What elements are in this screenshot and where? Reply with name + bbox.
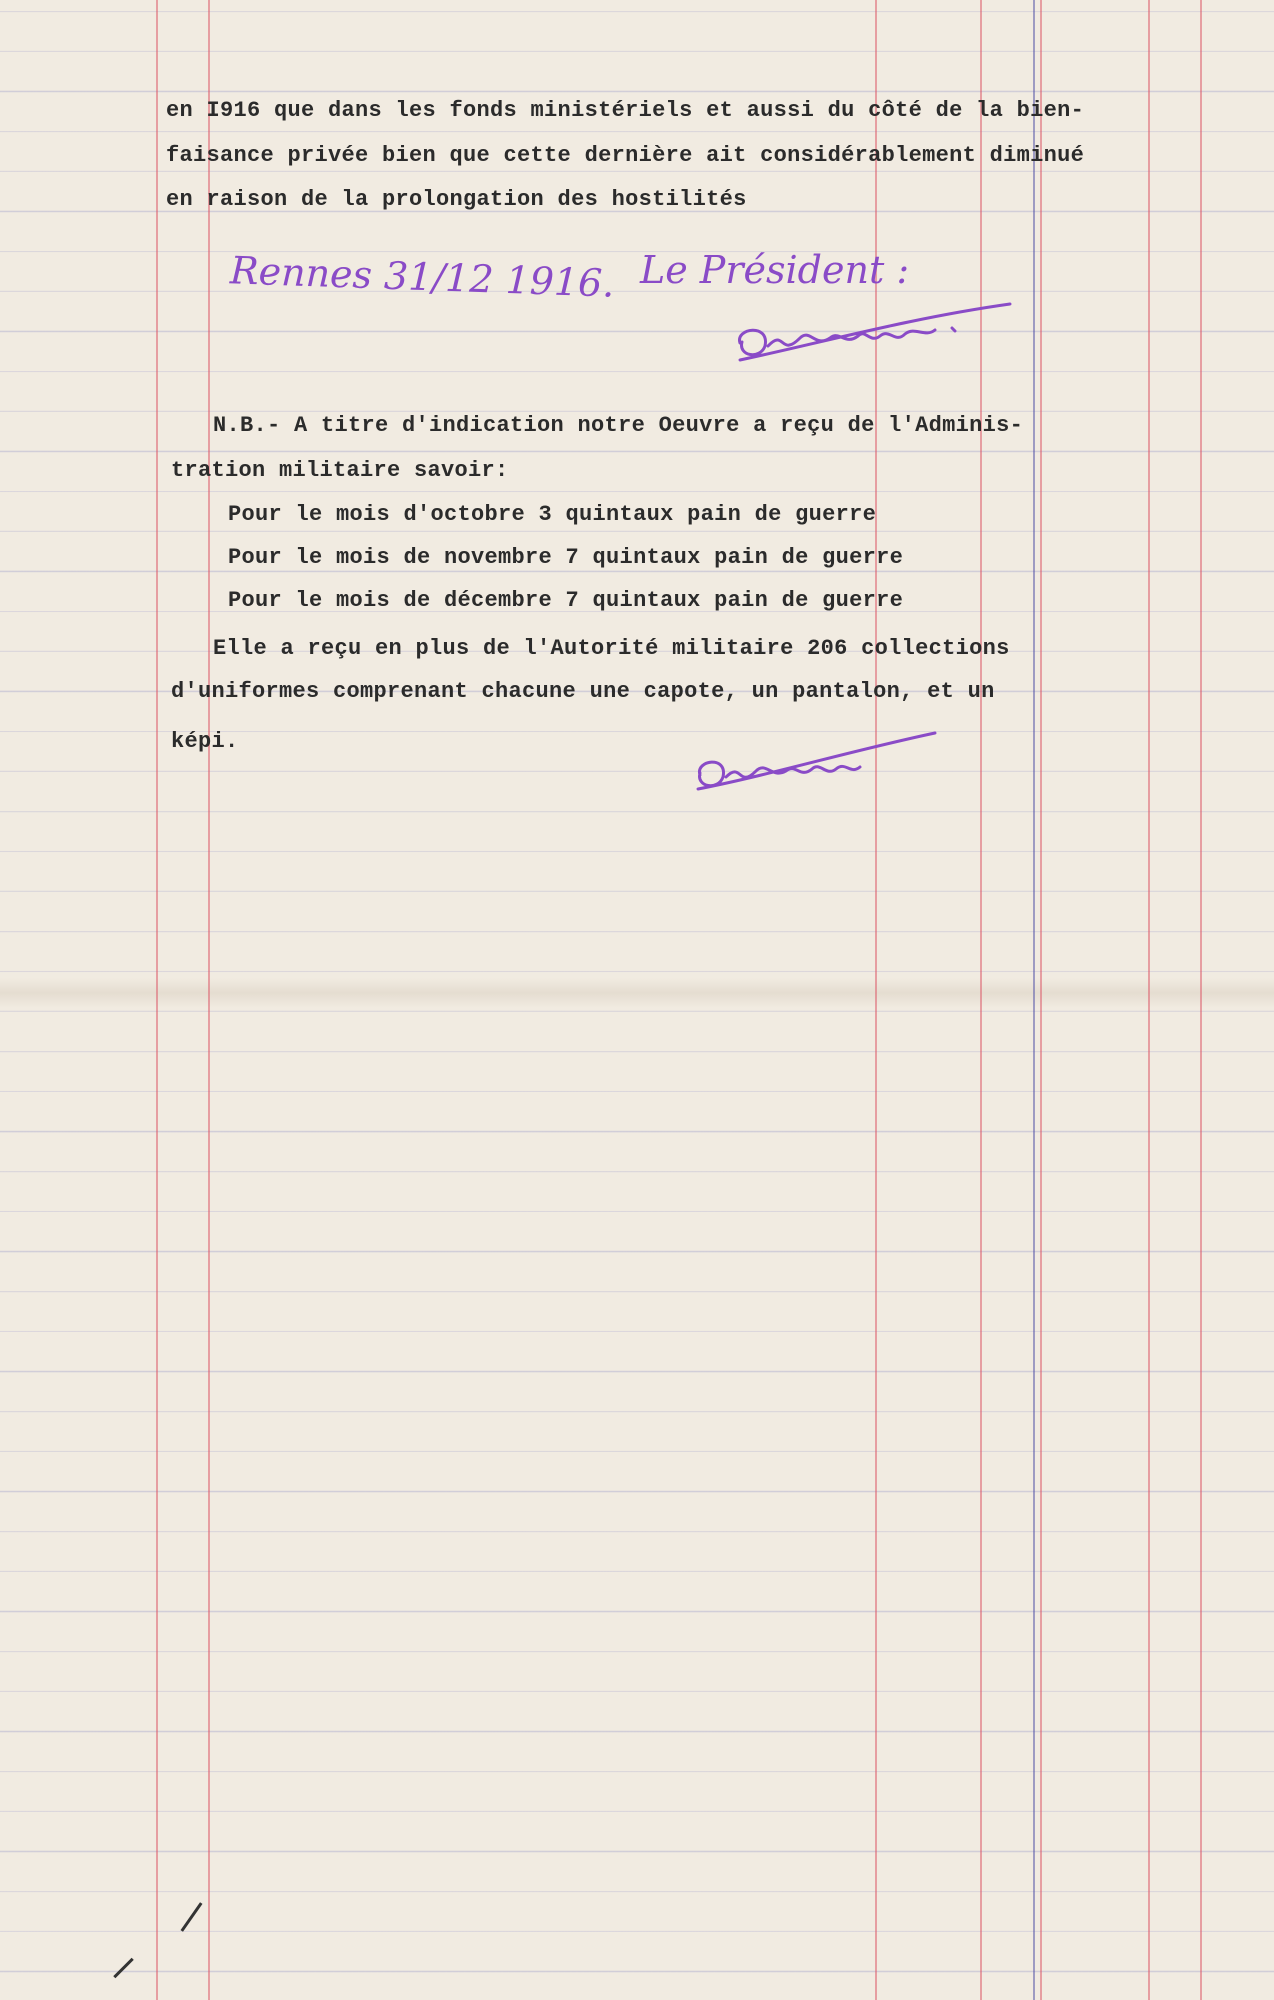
president-signature-2 bbox=[690, 725, 940, 805]
bread-item-december: Pour le mois de décembre 7 quintaux pain de guerre bbox=[228, 588, 904, 613]
margin-line-blue bbox=[1033, 0, 1035, 2000]
margin-line-left-outer bbox=[156, 0, 158, 2000]
bread-item-november: Pour le mois de novembre 7 quintaux pain de guerre bbox=[228, 545, 904, 570]
pin-mark bbox=[113, 1958, 134, 1979]
nb-line-2: tration militaire savoir: bbox=[171, 458, 509, 483]
paragraph-line-3: en raison de la prolongation des hostilités bbox=[166, 187, 747, 212]
pin-mark bbox=[181, 1902, 203, 1932]
signature-stroke bbox=[698, 733, 935, 789]
uniform-line-1: Elle a reçu en plus de l'Autorité militaire 206 collections bbox=[213, 636, 1010, 661]
margin-line-right-4 bbox=[1148, 0, 1150, 2000]
uniform-line-3: képi. bbox=[171, 729, 239, 754]
paragraph-line-2: faisance privée bien que cette dernière ait considérablement diminué bbox=[166, 143, 1085, 168]
president-signature-1 bbox=[730, 298, 1020, 378]
signature-stroke bbox=[740, 304, 1010, 360]
margin-line-left-inner bbox=[208, 0, 210, 2000]
paper-fold bbox=[0, 978, 1274, 1008]
margin-line-right-5 bbox=[1200, 0, 1202, 2000]
bread-item-october: Pour le mois d'octobre 3 quintaux pain de guerre bbox=[228, 502, 877, 527]
margin-line-right-3 bbox=[1040, 0, 1042, 2000]
paragraph-line-1: en I916 que dans les fonds ministériels et aussi du côté de la bien- bbox=[166, 98, 1085, 123]
handwritten-place-date: Rennes 31/12 1916. bbox=[229, 248, 616, 306]
handwritten-president-title: Le Président : bbox=[640, 248, 910, 292]
nb-line-1: N.B.- A titre d'indication notre Oeuvre a reçu de l'Adminis- bbox=[213, 413, 1024, 438]
uniform-line-2: d'uniformes comprenant chacune une capote, un pantalon, et un bbox=[171, 679, 995, 704]
